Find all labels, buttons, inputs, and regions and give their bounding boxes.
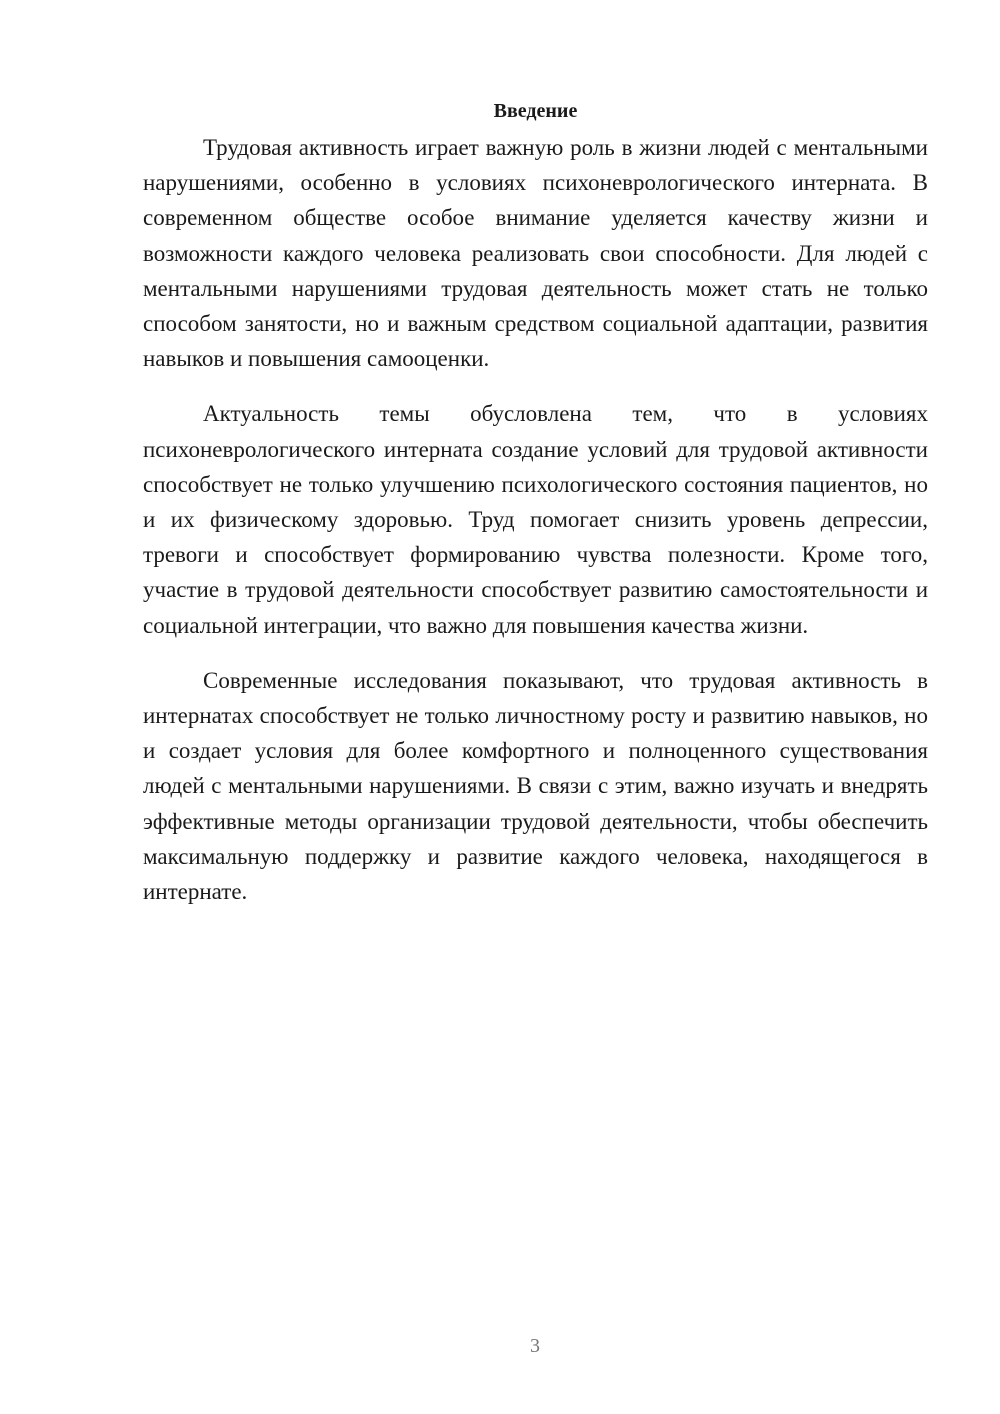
page-number: 3 [530,1335,540,1357]
paragraph-1: Трудовая активность играет важную роль в жизни людей с ментальными нарушениями, особенно в условиях психоневрологического интерната. В современном обществе особое внимание уделяется качеству жизни и возможности каждого человека реализовать свои способности. Для людей с ментальными нарушениями трудовая деятельность может стать не только способом занятости, но и важным средством социальной адаптации, развития навыков и повышения самооценки. [143,135,928,372]
page-content [143,96,928,909]
paragraph-3: Современные исследования показывают, что трудовая активность в интернатах способствует не только личностному росту и развитию навыков, но и создает условия для более комфортного и полноценного существования людей с ментальными нарушениями. В связи с этим, важно изучать и внедрять эффективные методы организации трудовой деятельности, чтобы обеспечить максимальную поддержку и развитие каждого человека, находящегося в интернате. [143,667,928,905]
section-heading: Введение [493,100,578,122]
paragraph-2: Актуальность темы обусловлена тем, что в условиях психоневрологического интерната создание условий для трудовой активности способствует не только улучшению психологического состояния пациентов, но и их физическому здоровью. Труд помогает снизить уровень депрессии, тревоги и способствует формированию чувства полезности. Кроме того, участие в трудовой деятельности способствует развитию самостоятельности и социальной интеграции, что важно для повышения качества жизни. [143,401,928,638]
